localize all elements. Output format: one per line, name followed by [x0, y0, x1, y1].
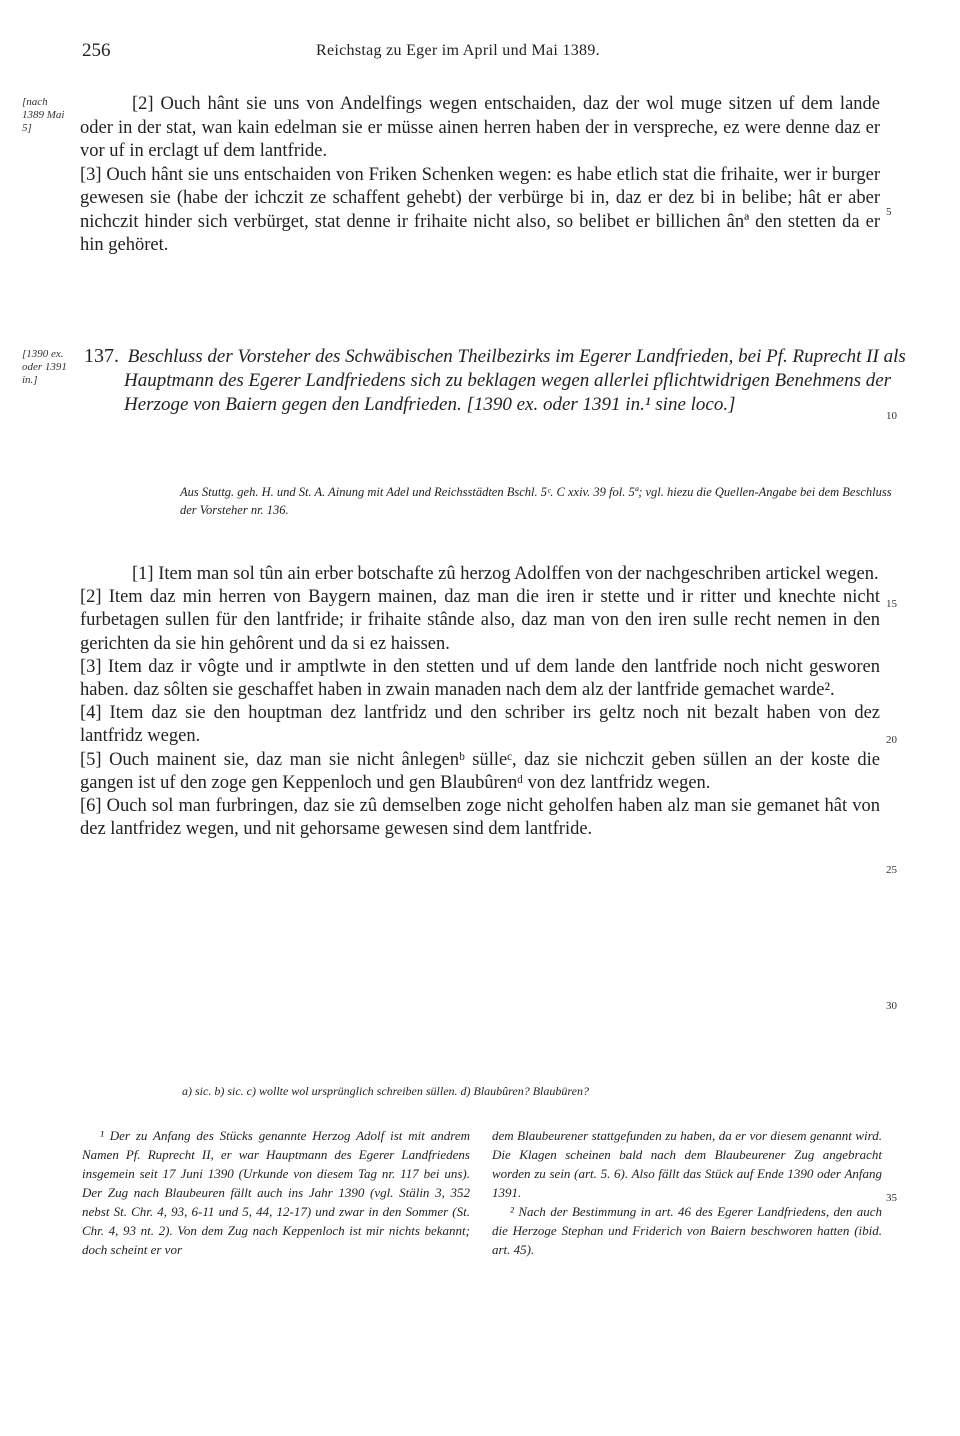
paragraph-b6: [6] Ouch sol man furbringen, daz sie zû demselben zoge nicht geholfen haben alz man sie gemanet hât von dez lantfridez wegen, und nit gehorsame gewesen sind dem lantfride. — [80, 796, 880, 840]
line-number-25: 25 — [886, 864, 897, 876]
paragraph-a3: [3] Ouch hânt sie uns entschaiden von Friken Schenken wegen: es habe etlich stat die frihaite, wer ir burger gewesen sie (habe der ichczit ze schaffent gehebt) der verbürge bi in, daz er dez bi in belibe; hât er aber nichczit hinder sich verbürget, stat denne ir frihaite nicht also, so belibet er billichen ânª den stetten da er hin gehöret. — [80, 164, 880, 255]
line-number-30: 30 — [886, 1000, 897, 1012]
paragraph-b2: [2] Item daz min herren von Baygern mainen, daz man die iren ir stette und ir ritter und knechte nicht furbetagen sullen für den lantfride; ir frihaite stânde also, daz man von den iren sulle recht nemen in den gerichten da sie hin gehôrent und da si ez haissen. — [80, 587, 880, 654]
section-b — [80, 563, 880, 841]
section-a — [80, 93, 880, 258]
document-date: [1390 ex. oder 1391 in.¹ sine loco.] — [466, 394, 736, 415]
paragraph-b1: [1] Item man sol tûn ain erber botschafte zû herzog Adolffen von der nachgeschriben artickel wegen. — [132, 564, 879, 584]
paragraph-a2: [2] Ouch hânt sie uns von Andelfings wegen entschaiden, daz der wol muge sitzen uf dem lande oder in der stat, wan kain edelman sie er müsse ainen herren haben der in verspreche, ez were denne daz er vor uf in erclagt uf dem lantfride. — [80, 94, 880, 161]
running-title: Reichstag zu Eger im April und Mai 1389. — [316, 42, 600, 59]
line-number-35: 35 — [886, 1192, 897, 1204]
margin-date-top: [nach 1389 Mai 5] — [22, 96, 65, 134]
margin-date-doc: [1390 ex. oder 1391 in.] — [22, 348, 67, 386]
paragraph-b4: [4] Item daz sie den houptman dez lantfridz und den schriber irs geltz noch nit bezalt haben von dez lantfridz wegen. — [80, 703, 880, 747]
source-note: Aus Stuttg. geh. H. und St. A. Ainung mit Adel und Reichsstädten Bschl. 5ᶜ. C xxiv. 39 fol. 5ª; vgl. hiezu die Quellen-Angabe bei dem Beschluss der Vorsteher nr. 136. — [180, 485, 892, 517]
paragraph-b5: [5] Ouch mainent sie, daz man sie nicht ânlegenᵇ sülleᶜ, daz sie nichczit geben süllen an der koste die gangen ist uf den zoge gen Keppenloch und gen Blaubûrenᵈ von dez lantfridz wegen. — [80, 749, 880, 793]
variant-notes: a) sic. b) sic. c) wollte wol ursprünglich schreiben süllen. d) Blaubûren? Blaubüren? — [182, 1084, 589, 1098]
page-number: 256 — [82, 40, 111, 61]
footnote-left — [82, 1126, 470, 1259]
footnote-1: ¹ Der zu Anfang des Stücks genannte Herzog Adolf ist mit andrem Namen Pf. Ruprecht II, er war Hauptmann des Egerer Landfriedens insgemein seit 17 Juni 1390 (Urkunde von diesem Tag nr. 117 bei uns). Der Zug nach Blaubeuren fällt auch ins Jahr 1390 (vgl. Stälin 3, 352 nebst St. Chr. 4, 93, 6-11 und 5, 44, 12-17) und zwar in den Sommer (St. Chr. 4, 93 nt. 2). Von dem Zug nach Keppenloch ist mir nichts bekannt; doch scheint er vor — [82, 1128, 470, 1257]
footnote-1-continued: dem Blaubeurener stattgefunden zu haben, da er vor diesem genannt wird. Die Klagen scheinen bald nach dem Blaubeurener Zug angebracht worden zu sein (art. 5. 6). Also fällt das Stück auf Ende 1390 oder Anfang 1391. — [492, 1128, 882, 1200]
line-number-15: 15 — [886, 598, 897, 610]
document-heading — [84, 344, 928, 417]
footnote-right — [492, 1126, 882, 1259]
paragraph-b3: [3] Item daz ir vôgte und ir amptlwte in den stetten und uf dem lande den lantfride noch nicht gesworen haben. daz sôlten sie geschaffet haben in zwain manaden nach dem alz der lantfride gemachet warde². — [80, 656, 880, 701]
line-number-20: 20 — [886, 734, 897, 746]
line-number-10: 10 — [886, 410, 897, 422]
line-number-5: 5 — [886, 206, 892, 218]
document-number: 137. — [84, 345, 119, 367]
document-title: Beschluss der Vorsteher des Schwäbischen Theilbezirks im Egerer Landfrieden, bei Pf. Ruprecht II als Hauptmann des Egerer Landfriedens sich zu beklagen wegen allerlei pflichtwidrigen Benehmens der Herzoge von Baiern gegen den Landfrieden. — [124, 346, 906, 415]
footnote-2: ² Nach der Bestimmung in art. 46 des Egerer Landfriedens, den auch die Herzoge Stephan und Friderich von Baiern beschworen hatten (ibid. art. 45). — [492, 1204, 882, 1257]
